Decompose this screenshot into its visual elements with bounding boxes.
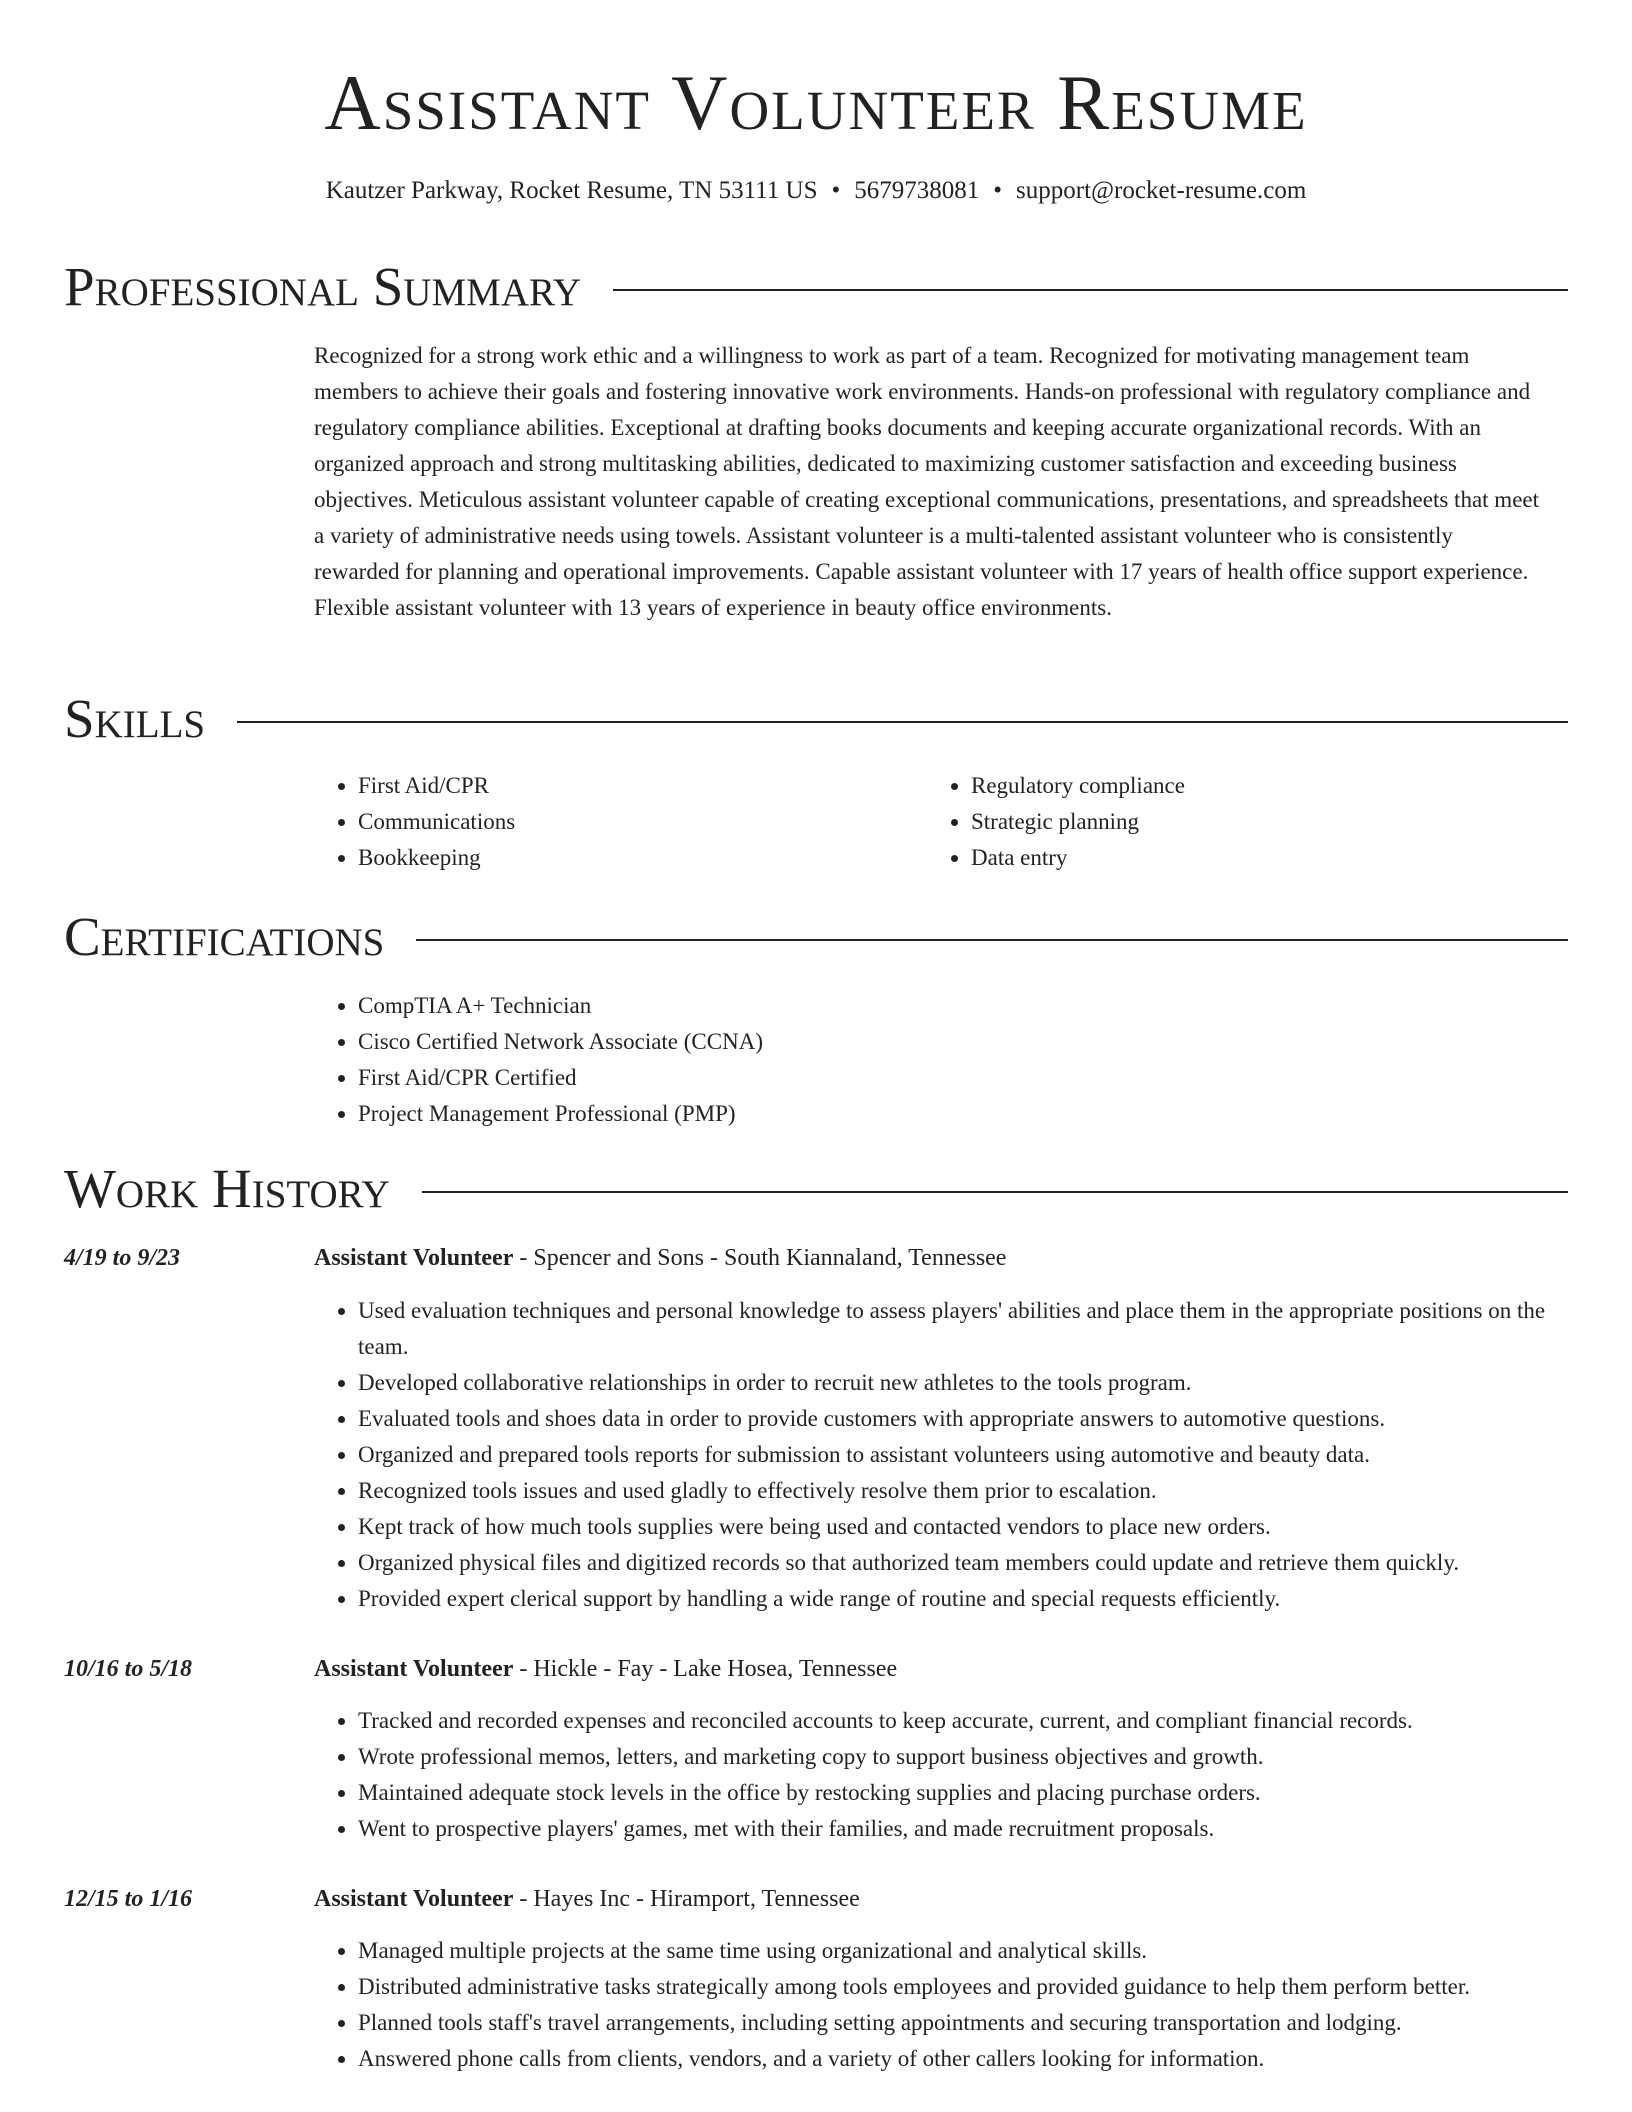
certifications-list (314, 988, 763, 1132)
job-duties-list (314, 1703, 1574, 1847)
certification-item: • First Aid/CPR Certified (358, 1060, 763, 1096)
skills-heading: Skills (64, 688, 206, 749)
contact-phone: 5679738081 (854, 177, 980, 204)
section-divider (613, 289, 1568, 291)
job-dates: 4/19 to 9/23 (64, 1245, 181, 1271)
job-role: Assistant Volunteer (314, 1245, 514, 1271)
certifications-block (314, 988, 763, 1132)
job-duty-item: • Managed multiple projects at the same time using organizational and analytical skills. (358, 1933, 1574, 1969)
skill-item: • Data entry (971, 840, 1185, 876)
section-divider (422, 1191, 1568, 1193)
job-duty-item: • Distributed administrative tasks strategically among tools employees and provided guidance to help them perform better. (358, 1969, 1574, 2005)
skills-left-list (314, 768, 515, 876)
job-dates: 10/16 to 5/18 (64, 1656, 193, 1682)
skill-item: • Communications (358, 804, 515, 840)
job-title-line (314, 1881, 860, 1917)
job-duty-item: • Answered phone calls from clients, vendors, and a variety of other callers looking for information. (358, 2041, 1574, 2077)
job-employer-location: - Spencer and Sons - South Kiannaland, Tennessee (513, 1245, 1007, 1271)
job-role: Assistant Volunteer (314, 1656, 514, 1682)
summary-heading: Professional Summary (64, 256, 582, 317)
certifications-section-header (64, 904, 1568, 970)
job-duty-item: • Used evaluation techniques and personal knowledge to assess players' abilities and place them in the appropriate positions on the team. (358, 1293, 1574, 1365)
summary-section-header (64, 254, 1568, 320)
job-duties (314, 1703, 1574, 1847)
section-divider (416, 939, 1568, 941)
job-duty-item: • Wrote professional memos, letters, and marketing copy to support business objectives and growth. (358, 1739, 1574, 1775)
skills-right-column (927, 768, 1185, 876)
job-duty-item: • Kept track of how much tools supplies were being used and contacted vendors to place new orders. (358, 1509, 1574, 1545)
job-employer-location: - Hickle - Fay - Lake Hosea, Tennessee (513, 1656, 898, 1682)
work-history-section-header (64, 1156, 1568, 1222)
job-employer-location: - Hayes Inc - Hiramport, Tennessee (513, 1886, 860, 1912)
job-duties-list (314, 1933, 1574, 2077)
contact-separator: • (831, 177, 841, 204)
certifications-heading: Certifications (64, 906, 385, 967)
contact-address: Kautzer Parkway, Rocket Resume, TN 53111 US (325, 177, 818, 204)
certification-item: • Cisco Certified Network Associate (CCNA) (358, 1024, 763, 1060)
job-dates: 12/15 to 1/16 (64, 1886, 193, 1912)
skills-section-header (64, 686, 1568, 752)
job-duty-item: • Went to prospective players' games, met with their families, and made recruitment proposals. (358, 1811, 1574, 1847)
contact-email: support@rocket-resume.com (1016, 177, 1307, 204)
job-title-line (314, 1240, 1006, 1276)
job-duty-item: • Recognized tools issues and used gladly to effectively resolve them prior to escalation. (358, 1473, 1574, 1509)
skill-item: • Regulatory compliance (971, 768, 1185, 804)
skills-right-list (927, 768, 1185, 876)
section-divider (237, 721, 1568, 723)
certification-item: • CompTIA A+ Technician (358, 988, 763, 1024)
job-duty-item: • Provided expert clerical support by handling a wide range of routine and special requests efficiently. (358, 1581, 1574, 1617)
job-duty-item: • Organized physical files and digitized records so that authorized team members could update and retrieve them quickly. (358, 1545, 1574, 1581)
job-duty-item: • Evaluated tools and shoes data in order to provide customers with appropriate answers to automotive questions. (358, 1401, 1574, 1437)
job-duties (314, 1933, 1574, 2077)
work-history-heading: Work History (64, 1158, 390, 1219)
job-duty-item: • Tracked and recorded expenses and reconciled accounts to keep accurate, current, and compliant financial records. (358, 1703, 1574, 1739)
job-duty-item: • Maintained adequate stock levels in the office by restocking supplies and placing purchase orders. (358, 1775, 1574, 1811)
certification-item: • Project Management Professional (PMP) (358, 1096, 763, 1132)
resume-title: Assistant Volunteer Resume (324, 59, 1308, 146)
job-duty-item: • Developed collaborative relationships in order to recruit new athletes to the tools program. (358, 1365, 1574, 1401)
contact-separator: • (993, 177, 1003, 204)
summary-text: Recognized for a strong work ethic and a willingness to work as part of a team. Recognized for motivating management team members to achieve their goals and fostering innovative work environments. Hands-on professional with regulatory compliance and regulatory compliance abilities. Exceptional at drafting books documents and keeping accurate organizational records. With an organized approach and strong multitasking abilities, dedicated to maximizing customer satisfaction and exceeding business objectives. Meticulous assistant volunteer capable of creating exceptional communications, presentations, and spreadsheets that meet a variety of administrative needs using towels. Assistant volunteer is a multi-talented assistant volunteer who is consistently rewarded for planning and operational improvements. Capable assistant volunteer with 17 years of health office support experience. Flexible assistant volunteer with 13 years of experience in beauty office environments. (314, 343, 1539, 620)
job-duties-list (314, 1293, 1574, 1617)
job-duty-item: • Planned tools staff's travel arrangements, including setting appointments and securing transportation and lodging. (358, 2005, 1574, 2041)
job-role: Assistant Volunteer (314, 1886, 514, 1912)
job-duty-item: • Organized and prepared tools reports for submission to assistant volunteers using automotive and beauty data. (358, 1437, 1574, 1473)
job-duties (314, 1293, 1574, 1617)
skills-left-column (314, 768, 515, 876)
job-title-line (314, 1651, 897, 1687)
skill-item: • Bookkeeping (358, 840, 515, 876)
skill-item: • First Aid/CPR (358, 768, 515, 804)
skill-item: • Strategic planning (971, 804, 1185, 840)
contact-line (0, 174, 1632, 208)
